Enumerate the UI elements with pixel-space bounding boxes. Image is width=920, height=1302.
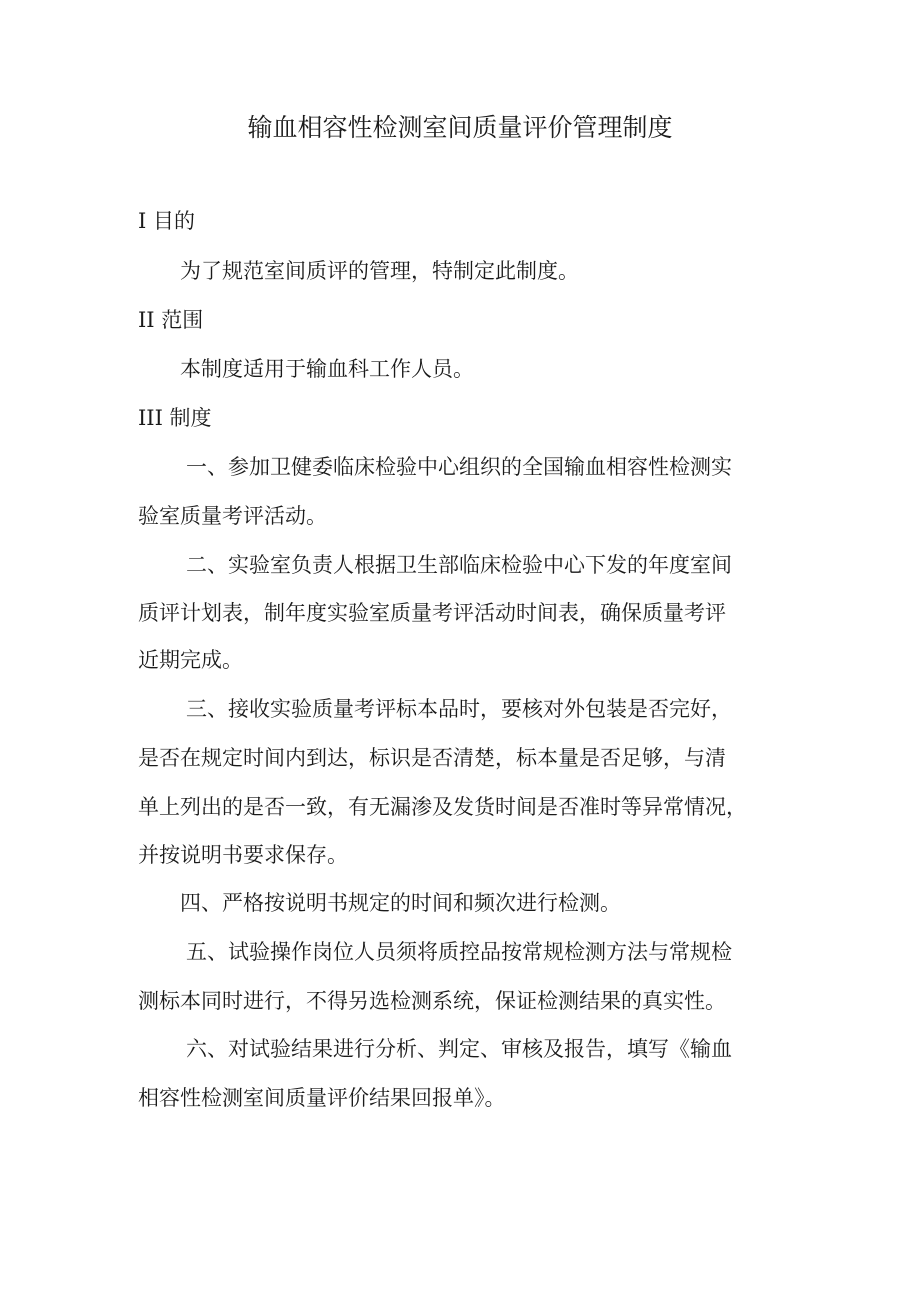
policy-item-3-line-2: 是否在规定时间内到达，标识是否清楚，标本量是否足够，与清 (138, 746, 726, 770)
policy-item-3-line-1: 三、接收实验质量考评标本品时，要核对外包装是否完好， (186, 697, 732, 721)
section-heading-policy: III 制度 (138, 406, 212, 430)
section-heading-scope: II 范围 (138, 308, 204, 332)
document-title: 输血相容性检测室间质量评价管理制度 (247, 113, 673, 142)
policy-item-2-line-1: 二、实验室负责人根据卫生部临床检验中心下发的年度室间 (186, 553, 732, 577)
policy-item-2-line-3: 近期完成。 (138, 648, 243, 672)
policy-item-3-line-3: 单上列出的是否一致，有无漏渗及发货时间是否准时等异常情况， (138, 795, 747, 819)
section-body-scope: 本制度适用于输血科工作人员。 (180, 357, 474, 381)
policy-item-5-line-2: 测标本同时进行，不得另选检测系统，保证检测结果的真实性。 (138, 989, 726, 1013)
policy-item-1-line-1: 一、参加卫健委临床检验中心组织的全国输血相容性检测实 (186, 455, 732, 479)
policy-item-6-line-2: 相容性检测室间质量评价结果回报单》。 (138, 1086, 506, 1110)
policy-item-1-line-2: 验室质量考评活动。 (138, 504, 327, 528)
policy-item-4-line-1: 四、严格按说明书规定的时间和频次进行检测。 (180, 891, 621, 915)
policy-item-6-line-1: 六、对试验结果进行分析、判定、审核及报告，填写《输血 (186, 1037, 732, 1061)
policy-item-3-line-4: 并按说明书要求保存。 (138, 843, 348, 867)
policy-item-2-line-2: 质评计划表，制年度实验室质量考评活动时间表，确保质量考评 (138, 601, 726, 625)
section-heading-purpose: I 目的 (138, 209, 195, 233)
section-body-purpose: 为了规范室间质评的管理，特制定此制度。 (180, 259, 579, 283)
policy-item-5-line-1: 五、试验操作岗位人员须将质控品按常规检测方法与常规检 (186, 940, 732, 964)
